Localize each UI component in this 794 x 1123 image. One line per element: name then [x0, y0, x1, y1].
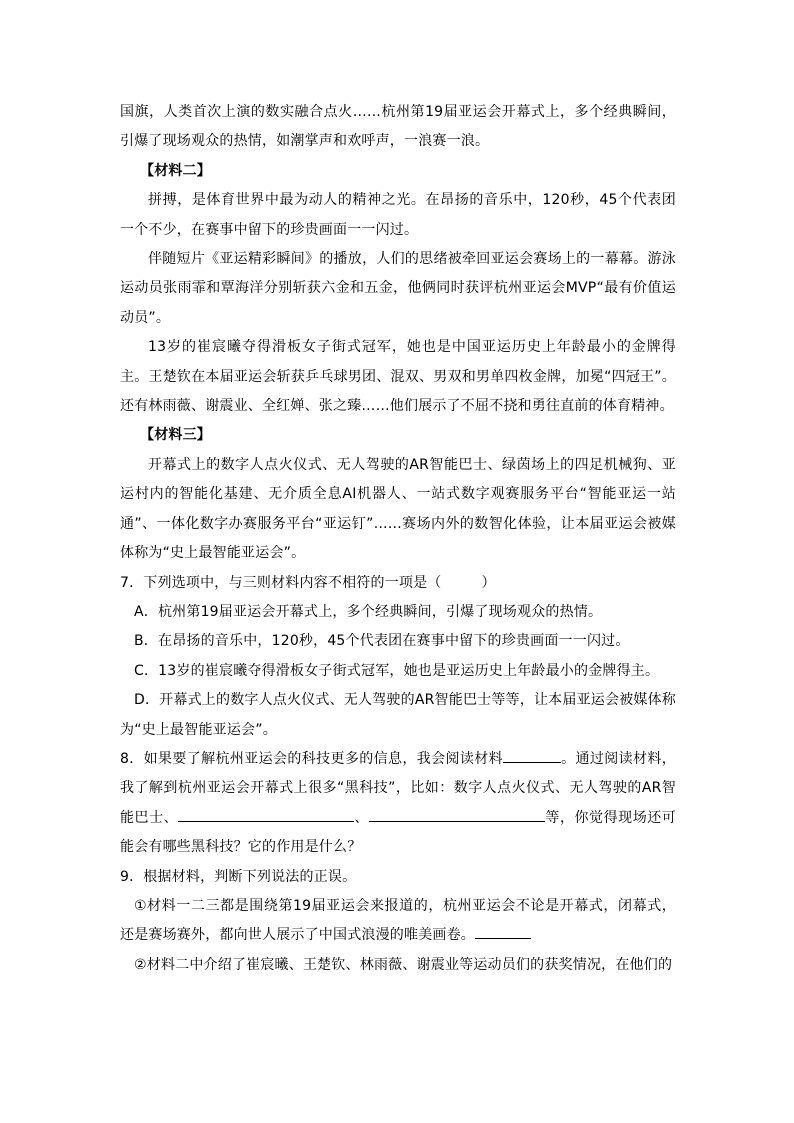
material-3-heading: 【材料三】 — [140, 427, 211, 444]
question-9-statement-1: ①材料一二三都是围绕第19届亚运会来报道的，杭州亚运会不论是开幕式，闭幕式，还是赛场赛外，都向世人展示了中国式浪漫的唯美画卷。 — [120, 897, 676, 944]
answer-blank-tech-1[interactable] — [178, 805, 354, 822]
question-7-option-b: B．在昂扬的音乐中，120秒，45个代表团在赛事中留下的珍贵画面一一闪过。 — [134, 633, 630, 650]
material-2-paragraph-3: 13岁的崔宸曦夺得滑板女子街式冠军，她也是中国亚运历史上年龄最小的金牌得主。王楚钦在本届亚运会斩获乒乓球男团、混双、男双和男单四枚金牌，加冕“四冠王”。还有林雨薇、谢震业、全红婵、张之臻……他们展示了不屈不挠和勇往直前的体育精神。 — [120, 339, 676, 415]
question-7-option-c: C．13岁的崔宸曦夺得滑板女子街式冠军，她也是亚运历史上年龄最小的金牌得主。 — [134, 662, 660, 679]
question-8: 8．如果要了解杭州亚运会的科技更多的信息，我会阅读材料 。通过阅读材料，我了解到杭州亚运会开幕式上很多“黑科技”，比如：数字人点火仪式、无人驾驶的AR智能巴士、 、 等，你觉得现场还可能会有哪些黑科技？它的作用是什么？ — [120, 745, 676, 863]
question-7-option-a: A．杭州第19届亚运会开幕式上，多个经典瞬间，引爆了现场观众的热情。 — [134, 603, 603, 620]
material-2-paragraph-1: 拼搏，是体育世界中最为动人的精神之光。在昂扬的音乐中，120秒，45个代表团一个不少，在赛事中留下的珍贵画面一一闪过。 — [120, 192, 676, 238]
answer-blank-judge-1[interactable] — [475, 922, 531, 939]
question-9-statement-2: ②材料二中介绍了崔宸曦、王楚钦、林雨薇、谢震业等运动员们的获奖情况，在他们的 — [134, 956, 673, 973]
answer-blank-material[interactable] — [503, 746, 561, 763]
material-2-heading: 【材料二】 — [140, 162, 211, 179]
question-9-stem: 9．根据材料，判断下列说法的正误。 — [120, 868, 357, 885]
answer-blank-tech-2[interactable] — [369, 805, 545, 822]
material-1-paragraph: 国旗，人类首次上演的数实融合点火……杭州第19届亚运会开幕式上，多个经典瞬间，引爆了现场观众的热情，如潮掌声和欢呼声，一浪赛一浪。 — [120, 104, 676, 150]
material-3-paragraph: 开幕式上的数字人点火仪式、无人驾驶的AR智能巴士、绿茵场上的四足机械狗、亚运村内的智能化基建、无介质全息AI机器人、一站式数字观赛服务平台“智能亚运一站通”、一体化数字办赛服务平台“亚运钉”……赛场内外的数智化体验，让本届亚运会被媒体称为“史上最智能亚运会”。 — [120, 456, 676, 562]
material-2-paragraph-2: 伴随短片《亚运精彩瞬间》的播放，人们的思绪被牵回亚运会赛场上的一幕幕。游泳运动员张雨霏和覃海洋分别斩获六金和五金，他俩同时获评杭州亚运会MVP“最有价值运动员”。 — [120, 251, 676, 326]
question-7-stem: 7．下列选项中，与三则材料内容不相符的一项是（ ） — [120, 574, 496, 591]
question-7-option-d: D．开幕式上的数字人点火仪式、无人驾驶的AR智能巴士等等，让本届亚运会被媒体称为“史上最智能亚运会”。 — [120, 692, 676, 738]
exam-page — [120, 98, 676, 980]
